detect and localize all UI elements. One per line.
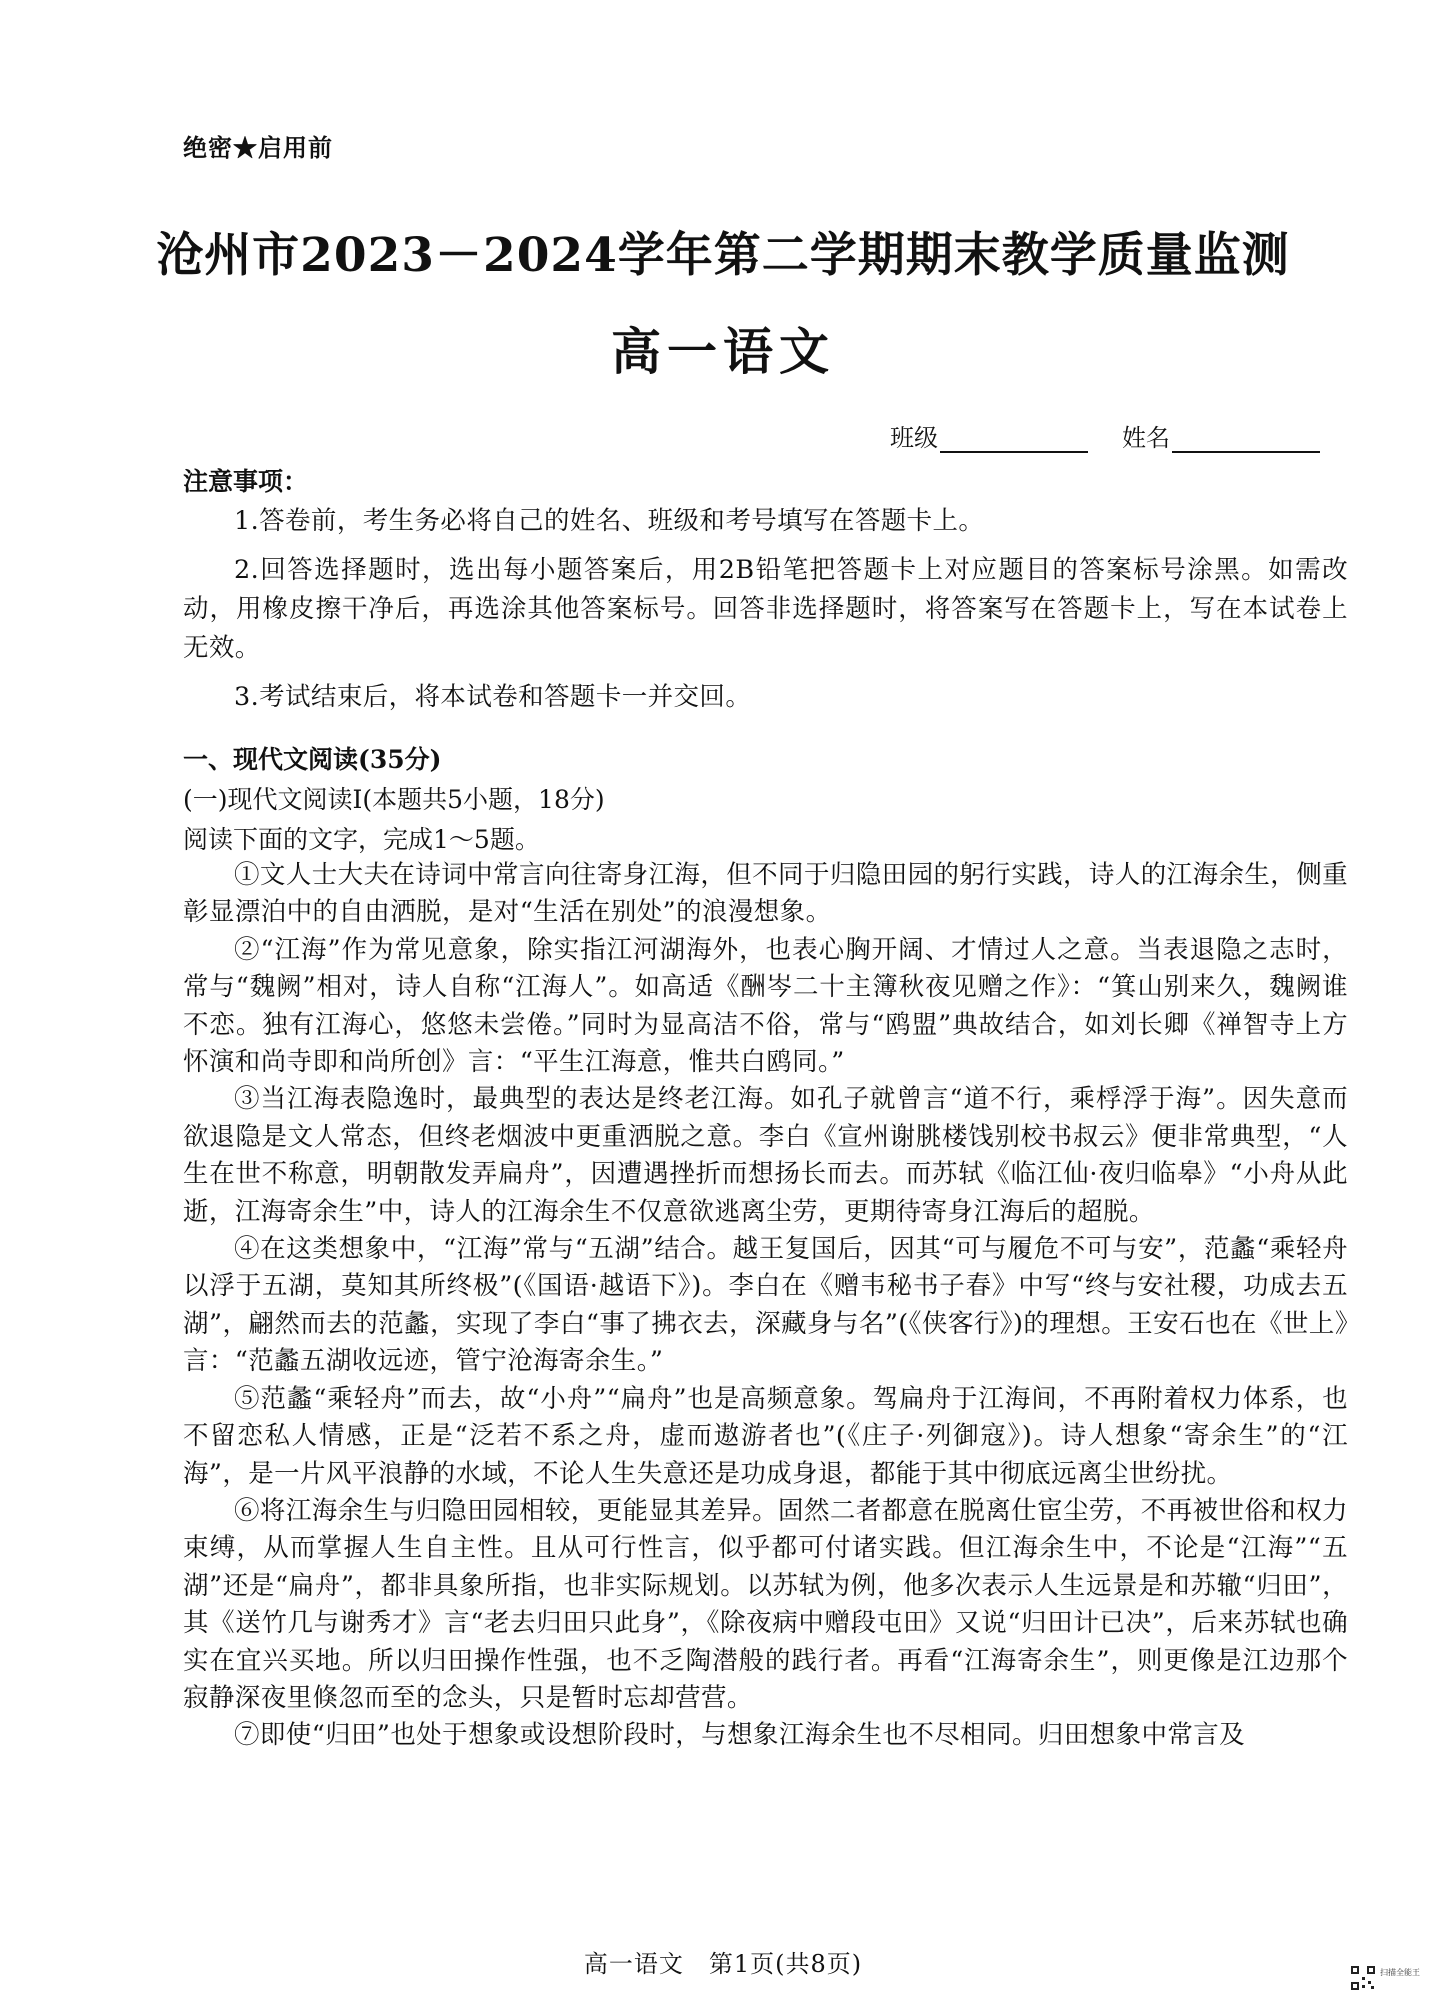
subject-title: 高一语文 [611, 322, 835, 381]
notice-heading: 注意事项： [183, 467, 309, 496]
scanner-watermark: 扫描全能王 [1380, 1968, 1420, 1977]
passage-paragraph: ⑦即使“归田”也处于想象或设想阶段时，与想象江海余生也不尽相同。归田想象中常言及 [234, 1720, 1246, 1751]
name-blank[interactable] [1172, 427, 1320, 453]
reading-instruction: 阅读下面的文字，完成1～5题。 [183, 825, 540, 854]
passage-paragraph: ③当江海表隐逸时，最典型的表达是终老江海。如孔子就曾言“道不行，乘桴浮于海”。因失意而欲退隐是文人常态，但终老烟波中更重洒脱之意。李白《宣州谢朓楼饯别校书叔云》便非常典型，“人生在世不称意，明朝散发弄扁舟”，因遭遇挫折而想扬长而去。而苏轼《临江仙·夜归临皋》“小舟从此逝，江海寄余生”中，诗人的江海余生不仅意欲逃离尘劳，更期待寄身江海后的超脱。 [183, 1084, 1348, 1227]
passage-paragraph: ④在这类想象中，“江海”常与“五湖”结合。越王复国后，因其“可与履危不可与安”，范蠡“乘轻舟以浮于五湖，莫知其所终极”(《国语·越语下》)。李白在《赠韦秘书子春》中写“终与安社稷，功成去五湖”，翩然而去的范蠡，实现了李白“事了拂衣去，深藏身与名”(《侠客行》)的理想。王安石也在《世上》言：“范蠡五湖收远迹，管宁沧海寄余生。” [183, 1234, 1348, 1377]
notice-item: 3.考试结束后，将本试卷和答题卡一并交回。 [234, 682, 752, 712]
exam-title: 沧州市2023－2024学年第二学期期末教学质量监测 [156, 228, 1290, 283]
class-blank[interactable] [940, 427, 1088, 453]
passage-paragraph: ⑤范蠡“乘轻舟”而去，故“小舟”“扁舟”也是高频意象。驾扁舟于江海间，不再附着权力体系，也不留恋私人情感，正是“泛若不系之舟，虚而遨游者也”(《庄子·列御寇》)。诗人想象“寄余生”的“江海”，是一片风平浪静的水域，不论人生失意还是功成身退，都能于其中彻底远离尘世纷扰。 [183, 1383, 1348, 1489]
passage-paragraph: ⑥将江海余生与归隐田园相较，更能显其差异。固然二者都意在脱离仕宦尘劳，不再被世俗和权力束缚，从而掌握人生自主性。且从可行性言，似乎都可付诸实践。但江海余生中，不论是“江海”“五湖”还是“扁舟”，都非具象所指，也非实际规划。以苏轼为例，他多次表示人生远景是和苏辙“归田”，其《送竹几与谢秀才》言“老去归田只此身”，《除夜病中赠段屯田》又说“归田计已决”，后来苏轼也确实在宜兴买地。所以归田操作性强，也不乏陶潜般的践行者。再看“江海寄余生”，则更像是江边那个寂静深夜里倏忽而至的念头，只是暂时忘却营营。 [183, 1495, 1348, 1713]
notice-item: 1.答卷前，考生务必将自己的姓名、班级和考号填写在答题卡上。 [234, 506, 985, 536]
class-label: 班级 [890, 424, 938, 452]
notice-item: 2.回答选择题时，选出每小题答案后，用2B铅笔把答题卡上对应题目的答案标号涂黑。如需改动，用橡皮擦干净后，再选涂其他答案标号。回答非选择题时，将答案写在答题卡上，写在本试卷上无效。 [183, 555, 1348, 663]
student-info-fields [890, 418, 1320, 453]
qr-code-icon [1350, 1965, 1376, 1991]
page-footer: 高一语文 第1页(共8页) [583, 1950, 863, 1978]
reading-passage [183, 857, 1348, 1755]
passage-paragraph: ①文人士大夫在诗词中常言向往寄身江海，但不同于归隐田园的躬行实践，诗人的江海余生，侧重彰显漂泊中的自由洒脱，是对“生活在别处”的浪漫想象。 [183, 860, 1348, 928]
name-label: 姓名 [1122, 424, 1170, 452]
subsection-heading: (一)现代文阅读Ⅰ(本题共5小题，18分) [183, 785, 605, 814]
notice-list [183, 502, 1348, 727]
passage-paragraph: ②“江海”作为常见意象，除实指江河湖海外，也表心胸开阔、才情过人之意。当表退隐之志时，常与“魏阙”相对，诗人自称“江海人”。如高适《酬岑二十主簿秋夜见赠之作》：“箕山别来久，魏阙谁不恋。独有江海心，悠悠未尝倦。”同时为显高洁不俗，常与“鸥盟”典故结合，如刘长卿《禅智寺上方怀演和尚寺即和尚所创》言：“平生江海意，惟共白鸥同。” [183, 934, 1348, 1078]
confidential-mark: 绝密★启用前 [183, 133, 333, 162]
section-heading: 一、现代文阅读(35分) [183, 745, 442, 774]
